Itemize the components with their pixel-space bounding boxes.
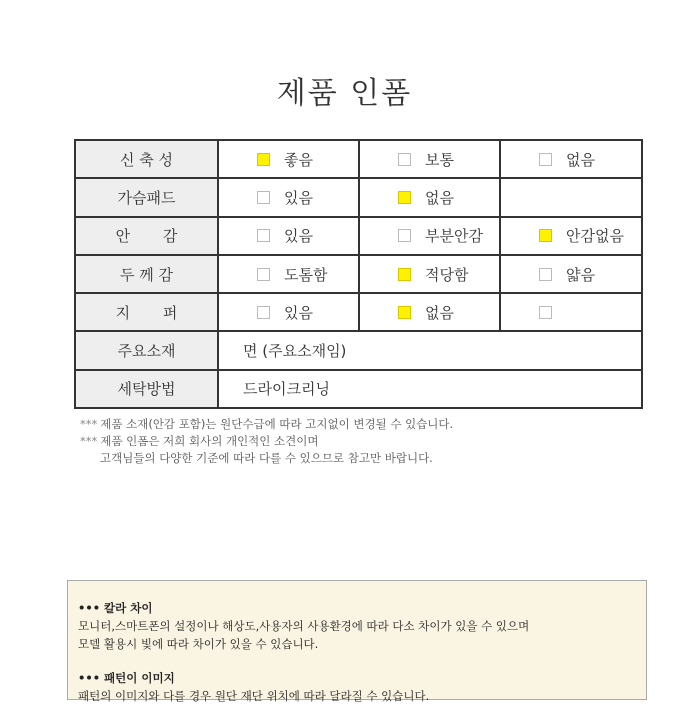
checkbox-icon[interactable] [257,306,270,319]
checkbox-icon[interactable] [398,306,411,319]
option-cell[interactable] [359,140,500,178]
table-row [75,178,642,216]
checkbox-icon[interactable] [539,268,552,281]
option-label: 안감없음 [566,227,624,246]
note-star: *** [80,417,98,431]
pattern-heading: ••• 패턴이 이미지 [78,671,175,685]
option-cell[interactable] [500,217,642,255]
checkbox-icon[interactable] [398,153,411,166]
note-line [80,433,453,450]
note-star: *** [80,434,98,448]
color-diff-text: 모델 활용시 빛에 따라 차이가 있을 수 있습니다. [78,637,319,651]
option-label: 있음 [284,227,313,246]
material-label: 주요소재 [75,331,218,369]
option-label: 얇음 [566,265,595,284]
checkbox-icon[interactable] [539,153,552,166]
checkbox-icon[interactable] [257,268,270,281]
note-line [80,416,453,433]
pattern-text: 패턴의 이미지와 다를 경우 원단 재단 위치에 따라 달라질 수 있습니다. [78,689,430,703]
option-label: 있음 [284,188,313,207]
option-cell[interactable] [359,217,500,255]
row-label: 지 퍼 [75,293,218,331]
empty-cell [500,178,642,216]
page-title: 제품 인폼 [276,76,413,111]
table-row [75,255,642,293]
washing-label: 세탁방법 [75,370,218,408]
option-cell[interactable] [359,255,500,293]
option-label: 없음 [566,150,595,169]
table-row [75,370,642,408]
option-cell[interactable] [500,255,642,293]
row-label: 안 감 [75,217,218,255]
option-cell[interactable] [218,178,359,216]
notice-panel [67,580,647,703]
notes [80,416,453,467]
option-cell[interactable] [218,255,359,293]
checkbox-icon[interactable] [398,268,411,281]
checkbox-icon[interactable] [539,229,552,242]
table-row [75,331,642,369]
option-cell[interactable] [218,293,359,331]
row-label: 두 께 감 [75,255,218,293]
washing-value: 드라이크리닝 [218,370,642,408]
option-label: 좋음 [284,150,313,169]
option-label: 부분안감 [425,227,483,246]
color-diff-text: 모니터,스마트폰의 설정이나 해상도,사용자의 사용환경에 따라 다소 차이가 있을 수 있으며 [78,619,530,633]
option-label: 없음 [425,303,454,322]
table-row [75,217,642,255]
option-cell[interactable] [218,217,359,255]
checkbox-icon[interactable] [257,191,270,204]
option-label: 적당함 [425,265,469,284]
option-cell[interactable] [359,178,500,216]
checkbox-icon[interactable] [257,229,270,242]
row-label: 신 축 성 [75,140,218,178]
note-line: 고객님들의 다양한 기준에 따라 다를 수 있으므로 참고만 바랍니다. [100,451,433,465]
checkbox-icon[interactable] [257,153,270,166]
table-row [75,293,642,331]
option-cell[interactable] [500,293,642,331]
option-cell[interactable] [500,140,642,178]
option-label: 보통 [425,150,454,169]
option-cell[interactable] [359,293,500,331]
note-text: 제품 인폼은 저희 회사의 개인적인 소견이며 [100,434,319,448]
product-info-table [74,139,643,409]
color-diff-heading: ••• 칼라 차이 [78,601,153,615]
checkbox-icon[interactable] [398,229,411,242]
row-label: 가슴패드 [75,178,218,216]
option-label: 있음 [284,303,313,322]
option-label: 없음 [425,188,454,207]
checkbox-icon[interactable] [539,306,552,319]
option-cell[interactable] [218,140,359,178]
material-value: 면 (주요소재임) [218,331,642,369]
checkbox-icon[interactable] [398,191,411,204]
table-row [75,140,642,178]
note-text: 제품 소재(안감 포함)는 원단수급에 따라 고지없이 변경될 수 있습니다. [100,417,454,431]
option-label: 도톰함 [284,265,328,284]
